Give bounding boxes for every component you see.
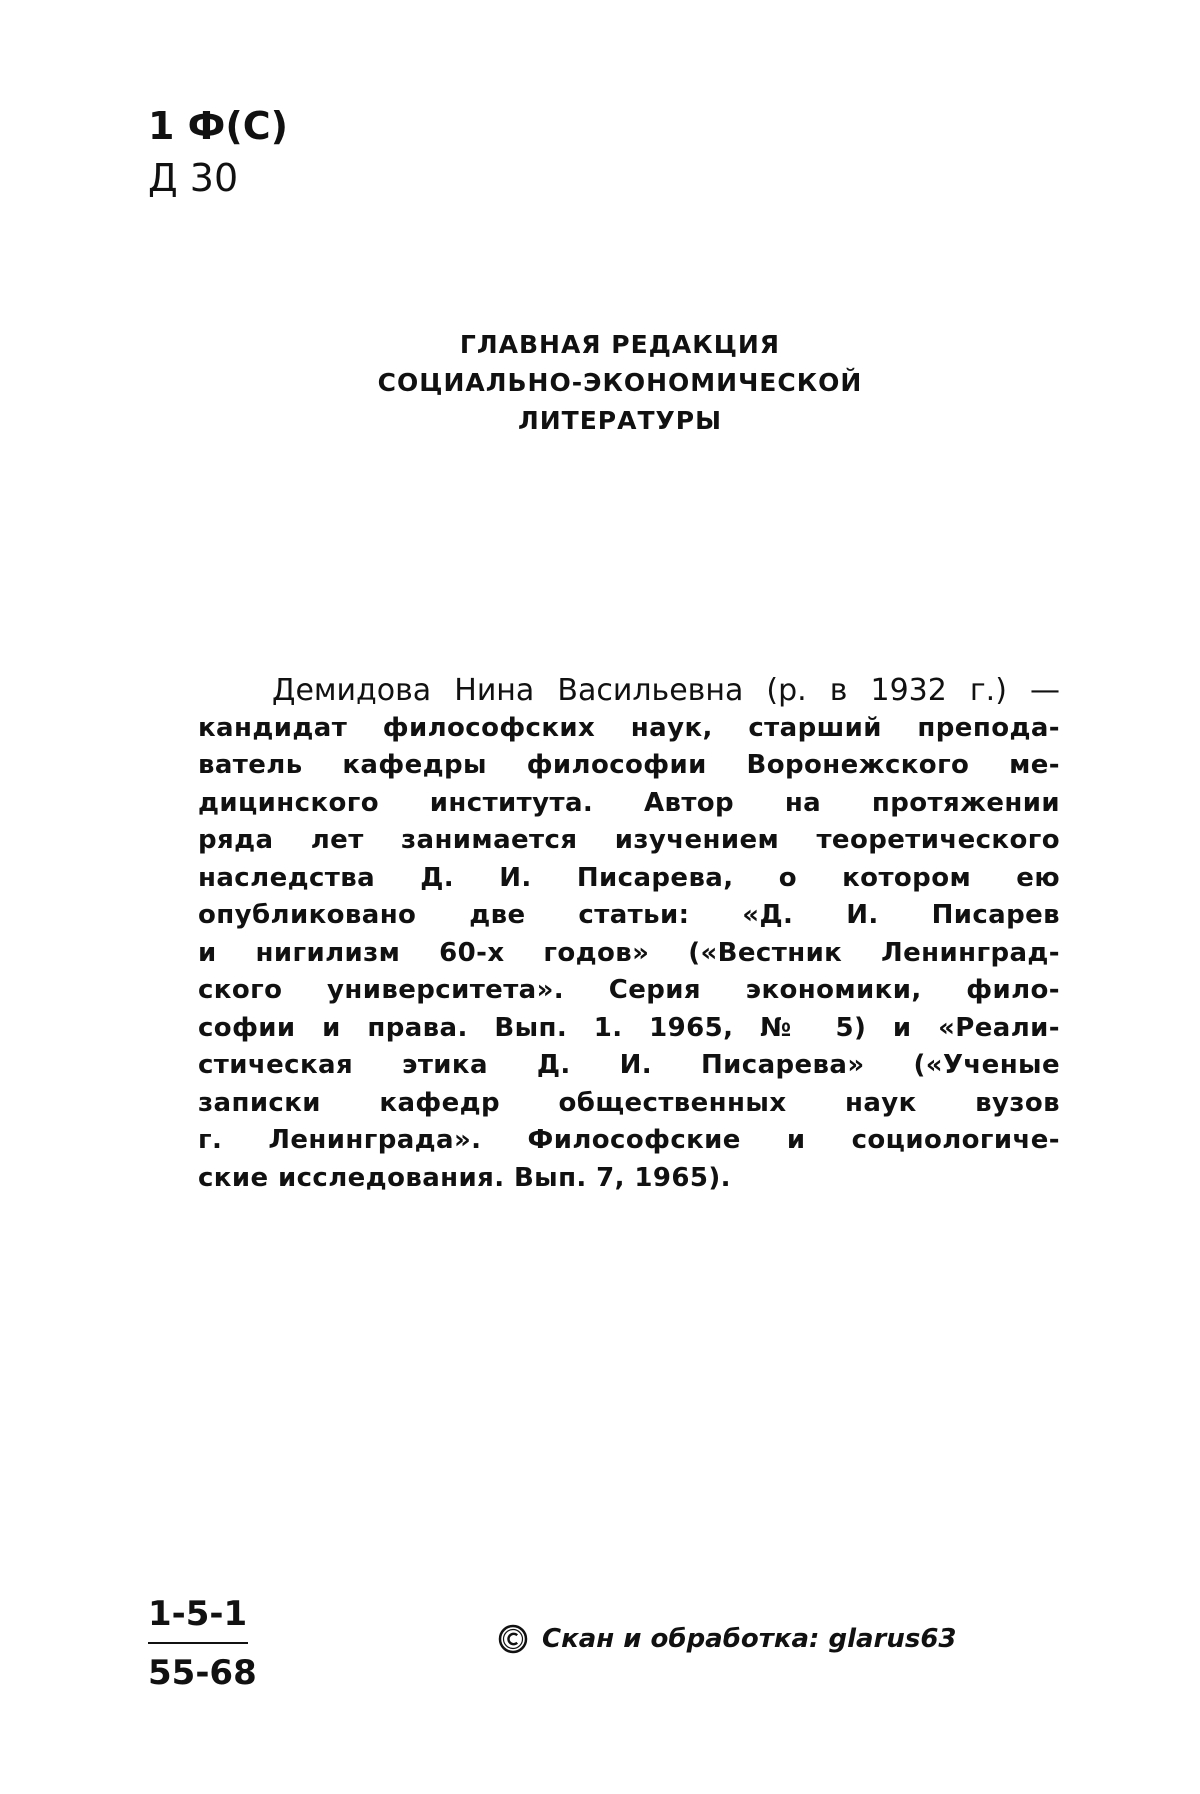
bio-line: г. Ленинграда». Философские и социологиче-	[198, 1125, 1060, 1155]
author-bio	[198, 672, 1060, 1197]
scan-credit	[498, 1624, 957, 1654]
bio-line: ватель кафедры философии Воронежского ме-	[198, 750, 1060, 780]
bio-line: наследства Д. И. Писарева, о котором ею	[198, 862, 1060, 893]
classification-code-1: 1 Ф(С)	[148, 104, 288, 148]
bio-line: опубликовано две статьи: «Д. И. Писарев	[198, 900, 1060, 930]
print-code-fraction	[148, 1592, 257, 1698]
copyright-icon	[498, 1624, 528, 1654]
bio-line: записки кафедр общественных наук вузов	[198, 1087, 1060, 1118]
bio-line: и нигилизм 60-х годов» («Вестник Ленинград-	[198, 937, 1060, 968]
library-classification	[148, 100, 288, 204]
bio-line: ского университета». Серия экономики, фило-	[198, 975, 1060, 1005]
bio-line: Демидова Нина Васильевна (р. в 1932 г.) —	[272, 673, 1060, 708]
bio-line: ряда лет занимается изучением теоретического	[198, 825, 1060, 855]
classification-code-2: Д 30	[148, 156, 239, 200]
publisher-line: СОЦИАЛЬНО-ЭКОНОМИЧЕСКОЙ	[377, 368, 863, 397]
bio-line: кандидат философских наук, старший препода-	[198, 712, 1060, 743]
bio-line: софии и права. Вып. 1. 1965, № 5) и «Реали-	[198, 1012, 1060, 1043]
bio-line: дицинского института. Автор на протяжении	[198, 787, 1060, 818]
bio-line: стическая этика Д. И. Писарева» («Ученые	[198, 1050, 1060, 1080]
publisher-line: ЛИТЕРАТУРЫ	[517, 406, 723, 435]
bio-line: ские исследования. Вып. 7, 1965).	[198, 1162, 731, 1193]
publisher-line: ГЛАВНАЯ РЕДАКЦИЯ	[459, 330, 781, 359]
scan-credit-text: Скан и обработка: glarus63	[542, 1624, 957, 1654]
publisher-header	[300, 326, 940, 440]
fraction-denominator: 55-68	[148, 1653, 257, 1693]
fraction-numerator: 1-5-1	[148, 1592, 248, 1644]
